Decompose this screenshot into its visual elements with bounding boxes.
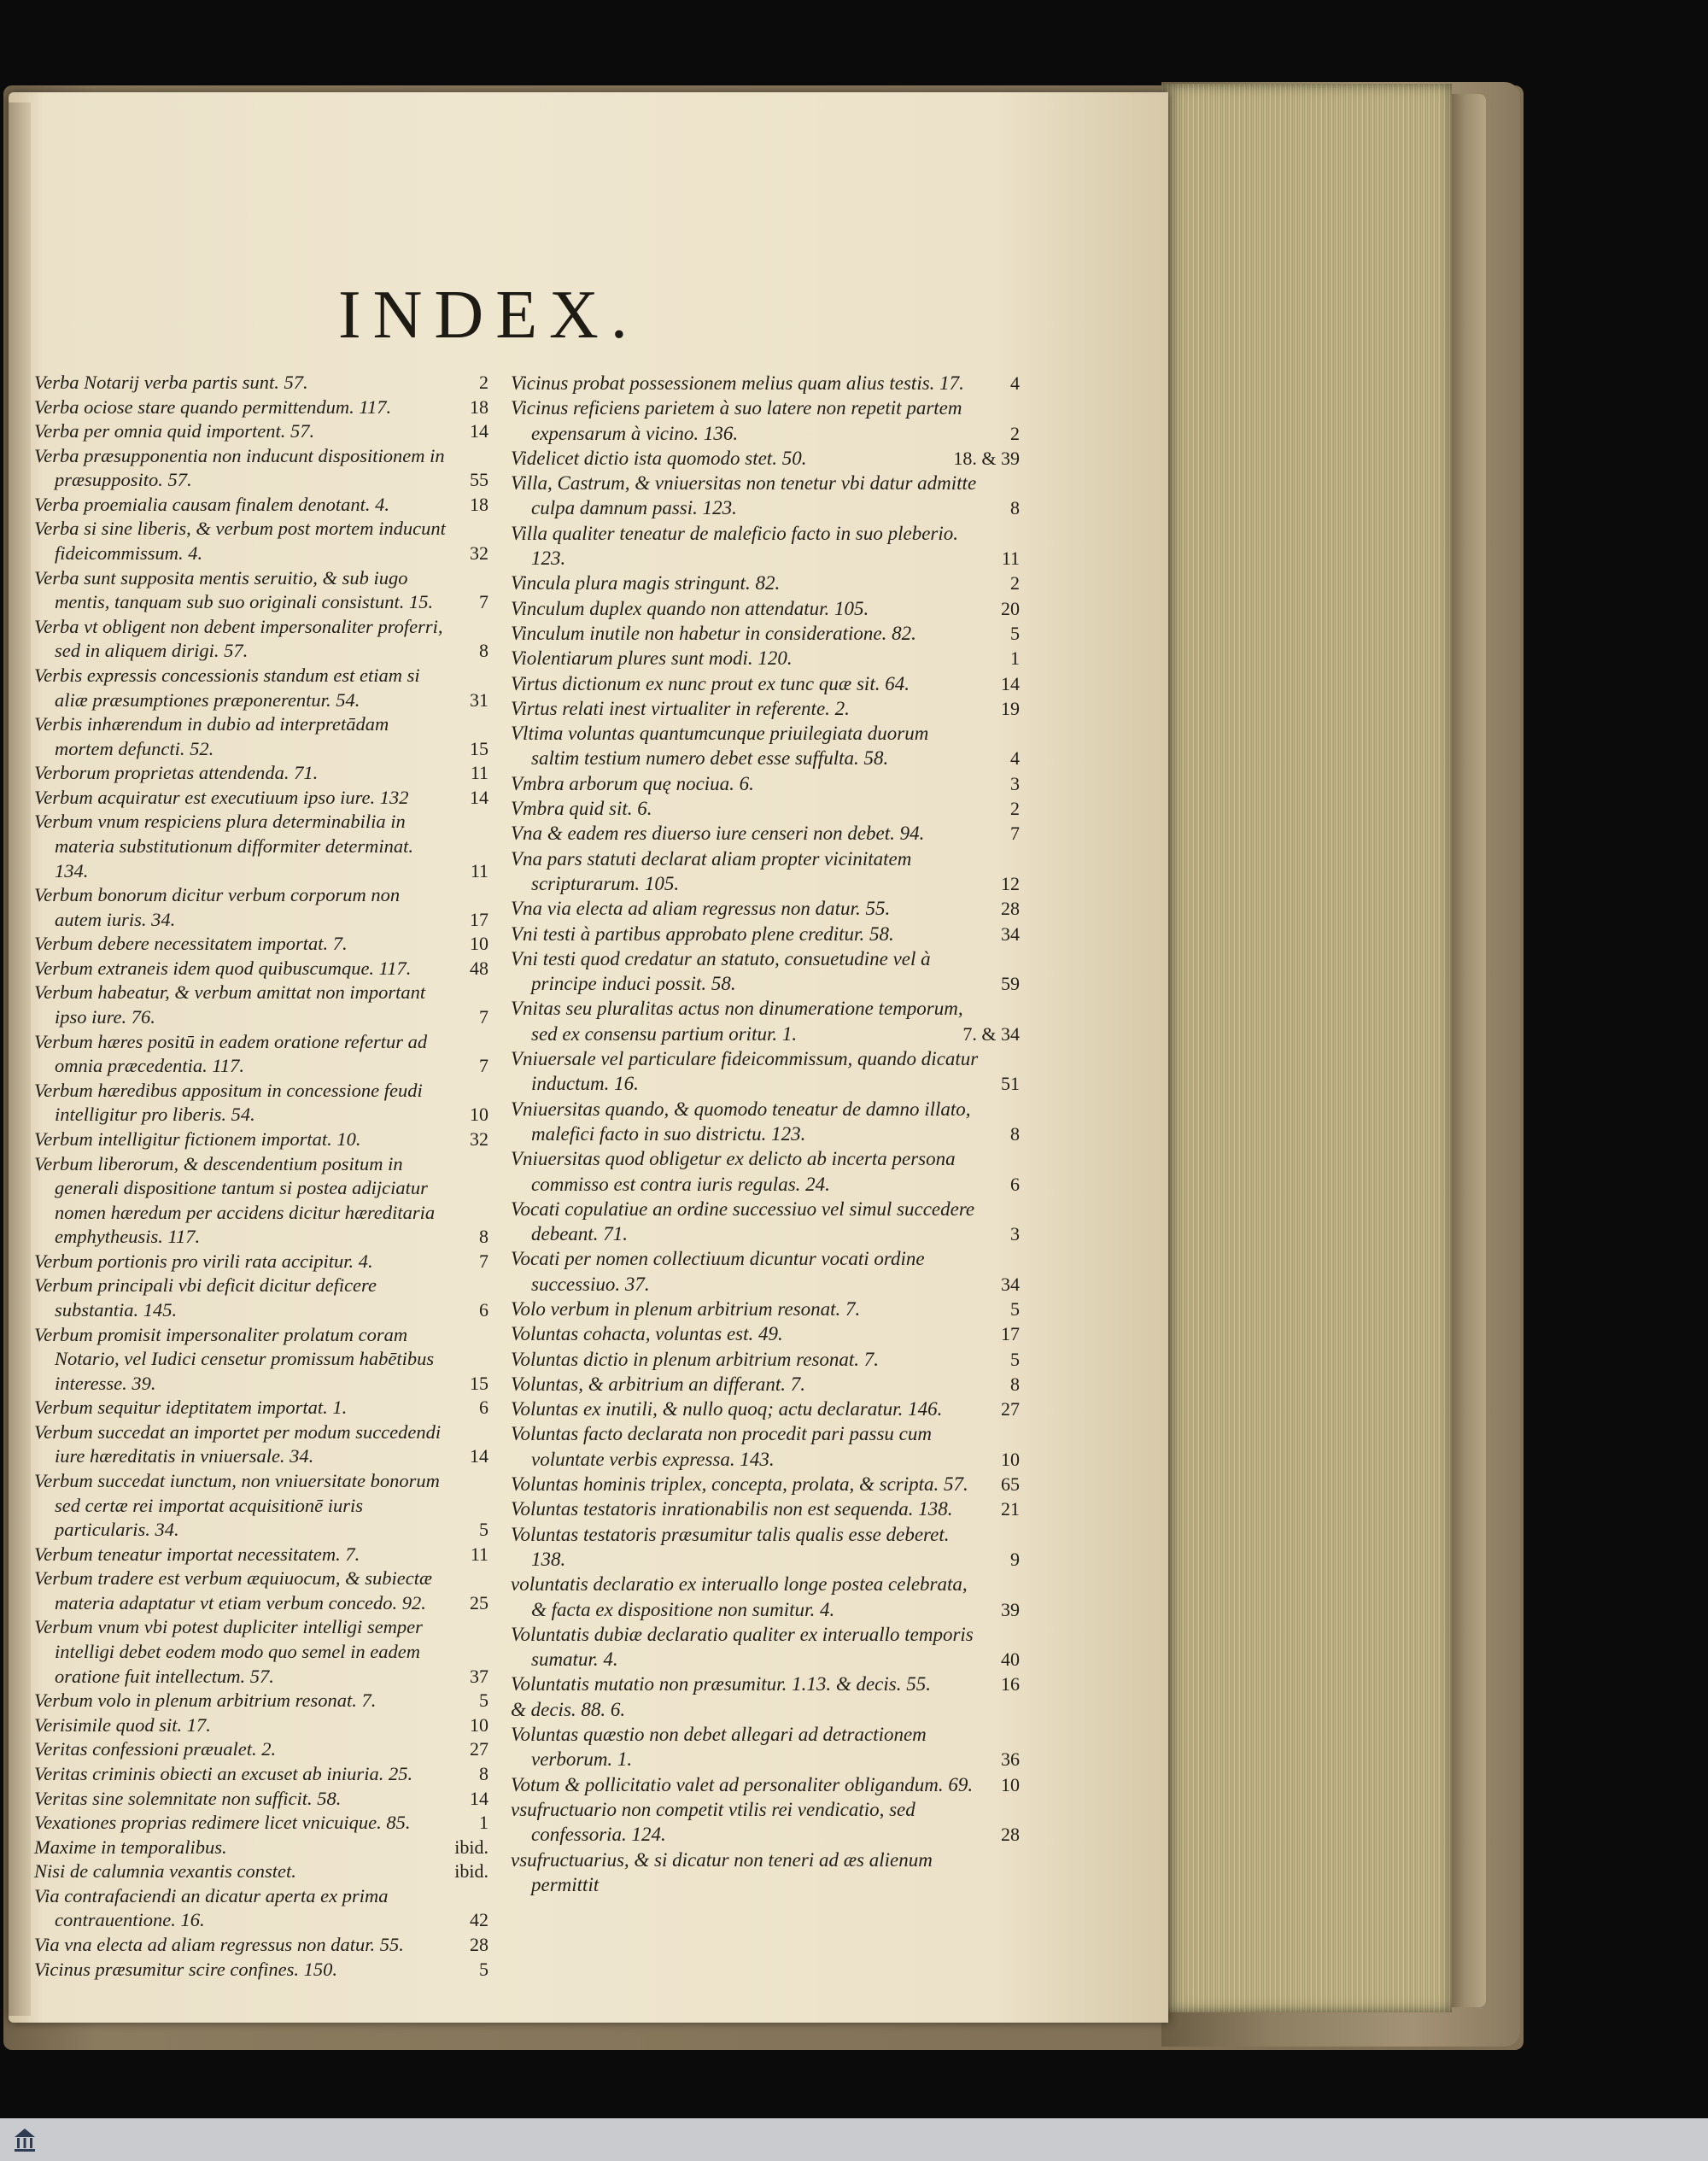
index-entry-text: Vmbra quid sit. 6. [511,798,652,820]
index-column-left [34,371,488,1982]
index-entry-page: 7 [479,1055,488,1077]
index-entry [34,566,488,615]
index-entry [511,996,1020,1046]
index-entry-page: 8 [479,1762,488,1784]
index-entry [511,395,1020,446]
index-entry-page: 11 [470,1543,488,1565]
index-entry [34,932,488,957]
index-entry [34,1567,488,1615]
index-entry-text: voluntatis declaratio ex interuallo longe postea celebrata, & facta ex dispositione non sumitur. 4. [511,1573,968,1620]
index-entry-page: 11 [1001,548,1020,570]
index-entry-text: Vinculum duplex quando non attendatur. 105. [511,597,869,619]
index-entry-text: Maxime in temporalibus. [34,1836,227,1858]
index-entry-text: Vna & eadem res diuerso iure censeri non debet. 94. [511,823,925,845]
index-entry-page: 2 [1010,572,1020,594]
index-entry-page: 5 [479,1519,488,1541]
index-entry-page: 5 [1010,1348,1020,1370]
index-entry-text: Verbum principali vbi deficit dicitur deficere substantia. 145. [34,1274,377,1321]
index-entry [511,1496,1020,1521]
previous-page-edge [9,102,31,2016]
index-entry-page: 36 [1001,1748,1020,1771]
index-entry-page: 10 [470,933,488,955]
index-entry-text: Verba præsupponentia non inducunt dispositionem in præsupposito. 57. [34,444,445,491]
index-entry-page: 15 [470,1372,488,1394]
index-entry-text: Verbis inhærendum in dubio ad interpretādam mortem defuncti. 52. [34,713,389,759]
index-entry [511,1146,1020,1197]
index-entry-text: Verisimile quod sit. 17. [34,1713,211,1736]
index-entry-page: 15 [470,737,488,759]
index-entry-text: Vnitas seu pluralitas actus non dinumeratione temporum, sed ex consensu partium oritur. 1. [511,998,963,1045]
index-entry-text: Verbum acquiratur est executiuum ipso iure. 132 [34,786,409,808]
index-entry [34,664,488,712]
index-entry-page: 51 [1001,1073,1020,1095]
index-entry-page: 14 [470,786,488,808]
index-entry-text: Vicinus præsumitur scire confines. 150. [34,1958,337,1980]
index-entry [34,712,488,761]
index-entry-text: Virtus relati inest virtualiter in referente. 2. [511,697,850,719]
index-entry-page: 34 [1001,1273,1020,1295]
index-entry-text: Voluntas facto declarata non procedit pari passu cum voluntate verbis expressa. 143. [511,1423,932,1470]
index-entry-page: 14 [470,420,488,442]
index-entry [34,1152,488,1250]
index-entry-text: Verbum teneatur importat necessitatem. 7. [34,1543,360,1565]
index-entry-text: Voluntas ex inutili, & nullo quoq; actu declaratur. 146. [511,1398,943,1420]
index-entry [511,671,1020,696]
index-entry-page: 4 [1010,747,1020,770]
index-entry [34,371,488,395]
index-entry-text: Verbum promisit impersonaliter prolatum coram Notario, vel Iudici censetur promissum habētibus interesse. 39. [34,1323,435,1394]
index-entry-text: Voluntas testatoris inrationabilis non est sequenda. 138. [511,1498,953,1520]
index-entry-page: 18 [470,395,488,418]
index-entry-text: Voluntatis dubiæ declaratio qualiter ex interuallo temporis sumatur. 4. [511,1623,974,1671]
index-entry [34,493,488,518]
page-edges-block [1161,84,1452,2012]
index-entry [511,1421,1020,1472]
index-entry-text: Verbum habeatur, & verbum amittat non important ipso iure. 76. [34,981,426,1028]
index-entry [34,1884,488,1933]
index-entry-text: Verba per omnia quid importent. 57. [34,420,315,442]
index-entry-text: Verba ociose stare quando permittendum. 117. [34,395,392,418]
index-entry-page: 11 [470,859,488,881]
index-entry [511,1522,1020,1572]
index-entry-page: 37 [470,1665,488,1687]
index-entry-text: Voluntas quæstio non debet allegari ad detractionem verborum. 1. [511,1724,927,1771]
index-entry-page: 27 [1001,1398,1020,1420]
index-entry-text: Verbum hæredibus appositum in concessione feudi intelligitur pro liberis. 54. [34,1079,423,1126]
index-entry-page: 1 [479,1812,488,1834]
index-entry-text: Verbum volo in plenum arbitrium resonat. 7. [34,1690,377,1712]
index-entry-page: 14 [470,1787,488,1809]
index-entry-text: Verbis expressis concessionis standum est etiam si aliæ præsumptiones præponerentur. 54. [34,664,420,711]
index-entry-text: Veritas criminis obiecti an excuset ab iniuria. 25. [34,1762,413,1784]
index-entry-page: 1 [1010,647,1020,670]
index-entry-page: 32 [470,1127,488,1150]
index-entry-text: Votum & pollicitatio valet ad personaliter obligandum. 69. [511,1773,974,1795]
index-entry-page: 27 [470,1738,488,1760]
index-entry-page: 6 [479,1397,488,1419]
index-entry-text: Verba proemialia causam finalem denotant. 4. [34,493,389,515]
index-entry [34,1420,488,1469]
index-entry-page: 11 [470,762,488,784]
index-entry-text: Vicinus reficiens parietem à suo latere non repetit partem expensarum à vicino. 136. [511,397,962,444]
index-entry [511,621,1020,646]
index-entry-text: Voluntas, & arbitrium an differant. 7. [511,1373,806,1395]
index-entry [511,646,1020,671]
index-entry [511,1772,1020,1797]
index-entry-page: 10 [470,1104,488,1126]
index-entry [511,946,1020,997]
index-entry-page: 5 [479,1690,488,1712]
index-entry-text: vsufructuarius, & si dicatur non teneri ad æs alienum permittit [511,1848,933,1895]
index-entry [511,796,1020,821]
index-entry-page: 2 [1010,422,1020,444]
index-entry [511,1472,1020,1496]
index-entry-page: 5 [479,1958,488,1980]
index-entry [511,1372,1020,1397]
index-entry-text: Volo verbum in plenum arbitrium resonat. 7. [511,1297,861,1320]
index-entry [511,571,1020,595]
index-entry [34,1250,488,1274]
index-entry [34,419,488,444]
index-entry-page: 65 [1001,1473,1020,1496]
index-entry-text: Verba vt obligent non debent impersonaliter proferri, sed in aliquem dirigi. 57. [34,615,443,662]
index-entry [34,1737,488,1762]
index-entry [34,1762,488,1787]
index-entry-text: Voluntas testatoris præsumitur talis qualis esse deberet. 138. [511,1523,950,1570]
index-entry-page: 28 [470,1934,488,1955]
index-entry [34,444,488,493]
index-entry-text: Veritas sine solemnitate non sufficit. 58. [34,1787,342,1809]
index-entry [34,1859,488,1884]
index-entry-text: Vni testi quod credatur an statuto, consuetudine vel à principe induci possit. 58. [511,947,931,995]
index-entry [511,1848,1020,1898]
index-entry-text: & decis. 88. 6. [511,1698,626,1720]
index-entry [511,596,1020,621]
index-entry-page: 8 [1010,1122,1020,1145]
index-entry [511,1197,1020,1247]
index-entry-page: 4 [1010,372,1020,394]
index-entry [34,1713,488,1738]
index-entry [511,1572,1020,1622]
book-page [9,92,1168,2023]
index-entry-page: ibid. [454,1860,488,1883]
index-entry-page: 48 [470,957,488,979]
index-entry-text: Veritas confessioni præualet. 2. [34,1738,277,1760]
index-entry [511,471,1020,521]
index-entry-text: Verbum succedat an importet per modum succedendi iure hæreditatis in vniuersale. 34. [34,1420,442,1467]
index-entry-page: 21 [1001,1498,1020,1520]
index-entry [511,371,1020,395]
index-entry [34,1787,488,1812]
index-entry-page: ibid. [454,1836,488,1858]
index-entry [34,1811,488,1836]
index-entry-text: Verbum vnum vbi potest dupliciter intelligi semper intelligi debet eodem modo quo semel in eadem oratione fuit intellectum. 57. [34,1616,423,1687]
index-entry-text: Verbum bonorum dicitur verbum corporum non autem iuris. 34. [34,884,401,930]
index-entry-text: Verba si sine liberis, & verbum post mortem inducunt fideicommissum. 4. [34,518,446,565]
index-entry-text: Vicinus probat possessionem melius quam alius testis. 17. [511,372,964,394]
index-entry-page: 31 [470,688,488,711]
index-entry [34,1127,488,1152]
index-entry-page: 40 [1001,1649,1020,1671]
index-entry-page: 17 [470,908,488,930]
index-entry-page: 10 [470,1713,488,1736]
index-entry-text: Villa qualiter teneatur de maleficio facto in suo pleberio. 123. [511,522,959,570]
index-entry [34,1689,488,1713]
index-entry-page: 32 [470,542,488,565]
index-entry [34,615,488,664]
index-entry-page: 6 [479,1298,488,1321]
index-entry-text: Vexationes proprias redimere licet vnicuique. 85. [34,1812,411,1834]
index-entry [34,1396,488,1420]
index-entry-page: 10 [1001,1773,1020,1795]
index-entry-page: 34 [1001,922,1020,945]
index-entry-page: 28 [1001,1824,1020,1846]
index-entry-text: Violentiarum plures sunt modi. 120. [511,647,793,670]
index-entry [34,810,488,883]
index-entry-text: Vocati per nomen collectiuum dicuntur vocati ordine successiuo. 37. [511,1248,925,1295]
index-entry-page: 39 [1001,1598,1020,1620]
index-entry-text: Via contrafaciendi an dicatur aperta ex prima contrauentione. 16. [34,1884,389,1931]
index-entry [34,1933,488,1958]
index-entry-text: Vniuersitas quando, & quomodo teneatur de damno illato, malefici facto in suo districtu. 123. [511,1098,971,1145]
index-entry-page: 8 [1010,1373,1020,1395]
index-entry-page: 19 [1001,697,1020,719]
index-entry-page: 3 [1010,1223,1020,1245]
index-entry-text: Verbum intelligitur fictionem importat. 10. [34,1127,361,1150]
index-entry-text: Verbum liberorum, & descendentium positum in generali dispositione tantum si postea adijciatur nomen hæredum per accidens dicitur hæreditaria emphytheusis. 117. [34,1152,436,1248]
index-entry-page: 7 [479,1006,488,1028]
index-entry-text: Vniuersale vel particulare fideicommissum, quando dicatur inductum. 16. [511,1048,979,1095]
index-entry-text: vsufructuario non competit vtilis rei vendicatio, sed confessoria. 124. [511,1798,915,1846]
index-entry [511,1046,1020,1097]
index-entry-page: 14 [470,1445,488,1467]
index-entry [511,771,1020,796]
index-entry-text: Verbum portionis pro virili rata accipitur. 4. [34,1250,373,1272]
index-entry [511,1672,1020,1696]
index-entry-page: 55 [470,469,488,491]
index-entry [34,1274,488,1322]
index-entry-page: 2 [479,372,488,393]
index-entry-page: 10 [1001,1448,1020,1470]
index-entry-text: Vna pars statuti declarat aliam propter vicinitatem scripturarum. 105. [511,847,912,894]
index-entry-text: Voluntas hominis triplex, concepta, prolata, & scripta. 57. [511,1473,968,1496]
index-entry-page: 18. & 39 [953,447,1020,469]
index-entry [511,846,1020,897]
index-entry [34,883,488,932]
index-entry [34,1615,488,1689]
index-entry-text: Verba sunt supposita mentis seruitio, & sub iugo mentis, tanquam sub suo originali consistunt. 15. [34,566,434,613]
index-entry [34,1323,488,1397]
index-entry [511,821,1020,846]
index-entry-text: Virtus dictionum ex nunc prout ex tunc quæ sit. 64. [511,672,910,694]
index-entry-page: 12 [1001,872,1020,894]
index-entry [34,1543,488,1567]
index-entry-text: Voluntas cohacta, voluntas est. 49. [511,1323,783,1345]
index-entry [511,521,1020,571]
index-entry-page: 8 [1010,497,1020,519]
index-entry [34,957,488,981]
index-entry [34,1836,488,1860]
index-entry [511,1347,1020,1372]
index-entry-text: Vni testi à partibus approbato plene creditur. 58. [511,922,894,945]
index-entry-text: Via vna electa ad aliam regressus non datur. 55. [34,1934,404,1955]
index-entry [34,1958,488,1982]
index-entry-text: Verbum succedat iunctum, non vniuersitate bonorum sed certæ rei importat acquisitionē iuris particularis. 34. [34,1470,440,1541]
index-entry-text: Vniuersitas quod obligetur ex delicto ab incerta persona commisso est contra iuris regulas. 24. [511,1148,956,1195]
index-entry [511,696,1020,721]
index-entry-page: 7 [1010,823,1020,845]
index-entry-text: Verba Notarij verba partis sunt. 57. [34,372,308,393]
index-entry [34,517,488,565]
index-entry-page: 3 [1010,772,1020,794]
index-entry-page: 5 [1010,1297,1020,1320]
index-entry-text: Verbum tradere est verbum æquiuocum, & subiectæ materia adaptatur vt etiam verbum concedo. 92. [34,1567,432,1613]
index-entry-page: 7 [479,591,488,613]
index-entry [511,446,1020,471]
index-entry-text: Vna via electa ad aliam regressus non datur. 55. [511,898,891,920]
index-entry-text: Villa, Castrum, & vniuersitas non tenetur vbi datur admitte culpa damnum passi. 123. [511,472,977,519]
index-entry-page: 7 [479,1250,488,1272]
index-entry-text: Nisi de calumnia vexantis constet. [34,1860,296,1883]
index-entry-page: 7. & 34 [962,1022,1020,1045]
index-entry-page: 42 [470,1909,488,1931]
viewer-footer-bar [0,2118,1708,2161]
index-entry-page: 2 [1010,798,1020,820]
index-entry [511,1321,1020,1346]
index-entry [34,1079,488,1127]
index-entry-text: Vincula plura magis stringunt. 82. [511,572,781,594]
index-entry-text: Vinculum inutile non habetur in consideratione. 82. [511,622,916,644]
index-entry-text: Verborum proprietas attendenda. 71. [34,762,319,784]
index-entry [511,1722,1020,1772]
index-entry-page: 59 [1001,973,1020,995]
index-entry-page: 6 [1010,1173,1020,1195]
index-entry-text: Vmbra arborum quę nociua. 6. [511,772,754,794]
index-entry [511,922,1020,946]
index-entry [34,395,488,420]
index-entry-page: 8 [479,640,488,662]
index-column-right [511,371,1020,1897]
index-entry-text: Vocati copulatiue an ordine successiuo vel simul succedere debeant. 71. [511,1198,975,1245]
index-entry [34,981,488,1029]
index-entry-page: 17 [1001,1323,1020,1345]
index-entry-page: 20 [1001,597,1020,619]
index-entry [34,1469,488,1543]
page-block-outer-edge [1452,94,1486,2007]
index-entry [34,1030,488,1079]
index-entry [34,761,488,786]
index-entry-page: 5 [1010,622,1020,644]
index-entry-text: Vltima voluntas quantumcunque priuilegiata duorum saltim testium numero debet esse suffulta. 58. [511,723,929,770]
index-entry-page: 28 [1001,898,1020,920]
index-entry-text: Verbum hæres positū in eadem oratione refertur ad omnia præcedentia. 117. [34,1030,428,1077]
index-entry [511,1246,1020,1297]
index-entry-text: Voluntatis mutatio non præsumitur. 1.13. & decis. 55. [511,1673,931,1695]
index-entry-page: 9 [1010,1548,1020,1570]
index-entry [511,1622,1020,1672]
index-entry-page: 14 [1001,672,1020,694]
index-entry [511,1397,1020,1421]
index-entry-page: 16 [1001,1673,1020,1695]
page-title: INDEX. [338,278,640,353]
index-entry [511,721,1020,771]
index-entry [511,896,1020,921]
index-entry [511,1697,1020,1722]
index-entry-text: Voluntas dictio in plenum arbitrium resonat. 7. [511,1348,880,1370]
index-entry-page: 18 [470,493,488,515]
index-entry [511,1797,1020,1848]
index-entry-page: 25 [470,1591,488,1613]
index-entry-text: Verbum sequitur ideptitatem importat. 1. [34,1397,348,1419]
index-entry-text: Verbum debere necessitatem importat. 7. [34,933,348,955]
index-entry [511,1297,1020,1321]
index-entry-page: 8 [479,1226,488,1248]
index-entry-text: Verbum extraneis idem quod quibuscumque. 117. [34,957,412,979]
index-entry-text: Verbum vnum respiciens plura determinabilia in materia substitutionum difformiter determinat. 134. [34,811,413,881]
index-entry [511,1097,1020,1147]
index-entry-text: Videlicet dictio ista quomodo stet. 50. [511,447,807,469]
library-logo-icon [12,2125,38,2154]
index-entry [34,786,488,811]
